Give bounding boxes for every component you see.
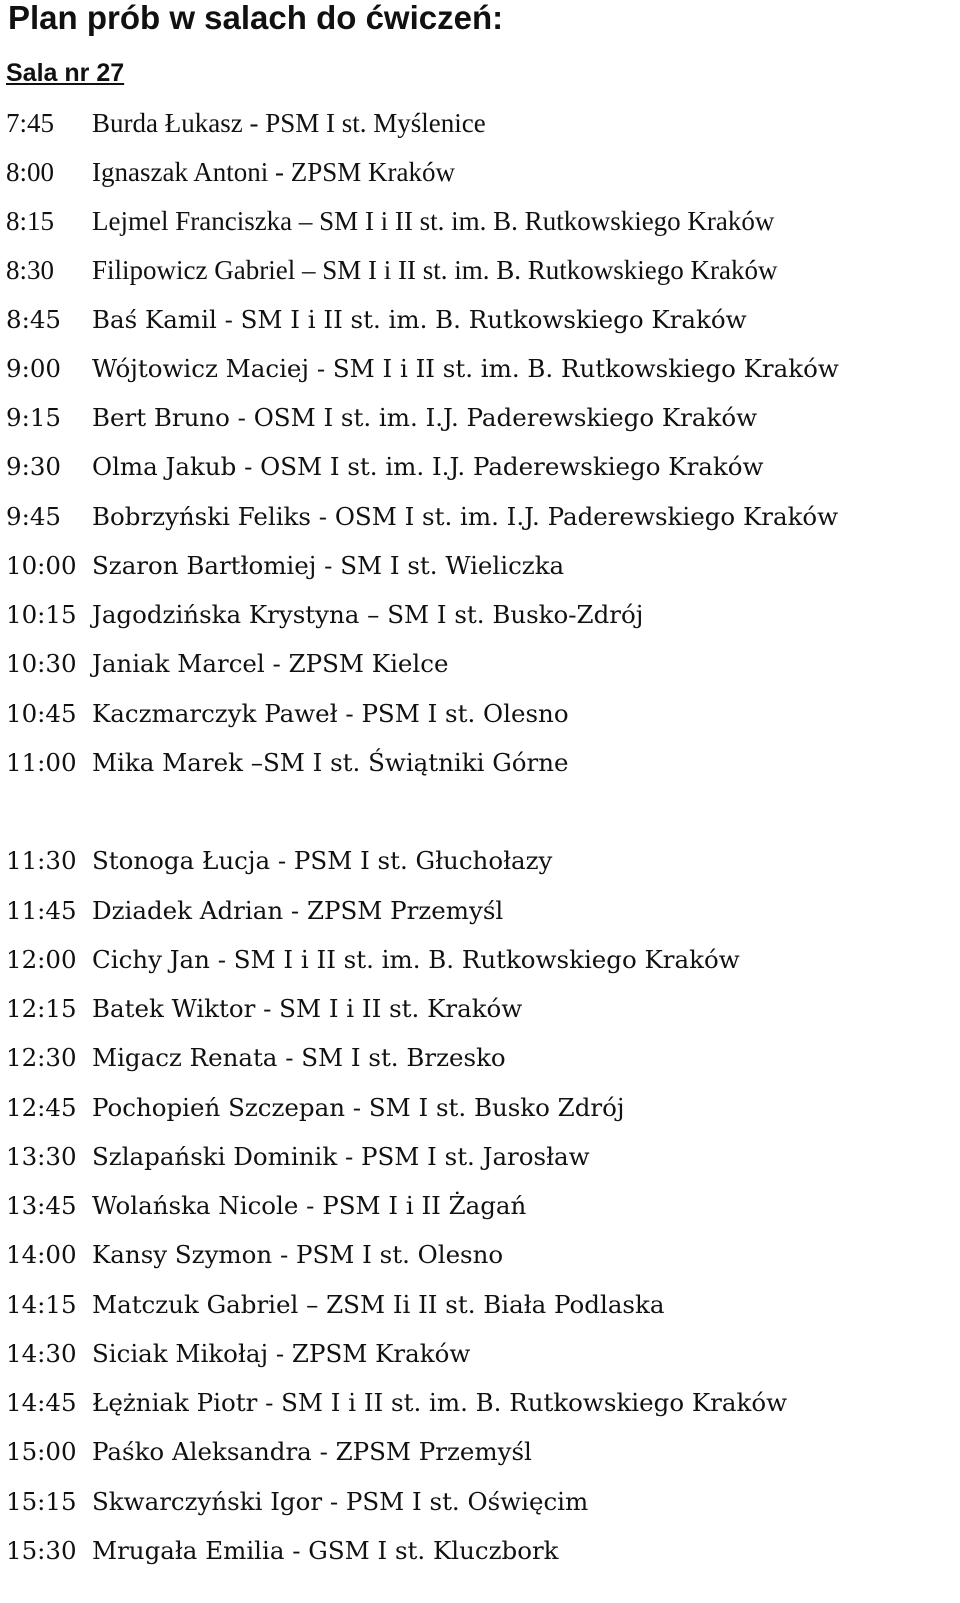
row-text: Lejmel Franciszka – SM I i II st. im. B. Rutkowskiego Kraków — [92, 206, 775, 236]
row-text: Pochopień Szczepan - SM I st. Busko Zdrój — [92, 1093, 625, 1122]
row-text: Burda Łukasz - PSM I st. Myślenice — [92, 108, 486, 138]
schedule-row — [6, 942, 740, 978]
schedule-row — [6, 646, 448, 682]
row-text: Paśko Aleksandra - ZPSM Przemyśl — [92, 1437, 532, 1466]
schedule-row — [6, 400, 757, 436]
row-text: Szaron Bartłomiej - SM I st. Wieliczka — [92, 551, 565, 580]
schedule-row — [6, 105, 486, 141]
schedule-row — [6, 252, 777, 288]
row-time: 14:30 — [6, 1339, 77, 1368]
row-text: Szlapański Dominik - PSM I st. Jarosław — [92, 1142, 590, 1171]
row-time: 12:45 — [6, 1093, 77, 1122]
row-text: Migacz Renata - SM I st. Brzesko — [92, 1043, 506, 1072]
row-text: Ignaszak Antoni - ZPSM Kraków — [92, 157, 455, 187]
row-time: 9:00 — [6, 354, 62, 383]
row-text: Siciak Mikołaj - ZPSM Kraków — [92, 1339, 471, 1368]
row-time: 14:15 — [6, 1290, 77, 1319]
schedule-row — [6, 1533, 559, 1569]
row-time: 10:45 — [6, 699, 77, 728]
schedule-row — [6, 1040, 506, 1076]
row-text: Dziadek Adrian - ZPSM Przemyśl — [92, 896, 504, 925]
row-text: Kansy Szymon - PSM I st. Olesno — [92, 1240, 504, 1269]
schedule-row — [6, 843, 552, 879]
row-text: Bobrzyński Feliks - OSM I st. im. I.J. Paderewskiego Kraków — [92, 502, 839, 531]
row-time: 14:00 — [6, 1240, 77, 1269]
row-text: Olma Jakub - OSM I st. im. I.J. Paderewskiego Kraków — [92, 452, 764, 481]
row-text: Łężniak Piotr - SM I i II st. im. B. Rutkowskiego Kraków — [92, 1388, 788, 1417]
row-text: Jagodzińska Krystyna – SM I st. Busko-Zdrój — [92, 600, 644, 629]
row-text: Mika Marek –SM I st. Świątniki Górne — [92, 748, 569, 777]
schedule-row — [6, 893, 503, 929]
row-text: Filipowicz Gabriel – SM I i II st. im. B. Rutkowskiego Kraków — [92, 255, 778, 285]
schedule-row — [6, 1188, 526, 1224]
room-heading: Sala nr 27 — [6, 59, 125, 87]
row-time: 12:30 — [6, 1043, 77, 1072]
schedule-row — [6, 1090, 624, 1126]
row-text: Wolańska Nicole - PSM I i II Żagań — [92, 1191, 527, 1220]
row-time: 8:45 — [6, 305, 62, 334]
row-time: 9:30 — [6, 452, 62, 481]
row-time: 9:15 — [6, 403, 62, 432]
row-time: 12:15 — [6, 994, 77, 1023]
row-time: 13:30 — [6, 1142, 77, 1171]
row-text: Baś Kamil - SM I i II st. im. B. Rutkowskiego Kraków — [92, 305, 747, 334]
row-time: 8:15 — [6, 206, 55, 236]
schedule-row — [6, 302, 747, 338]
row-time: 12:00 — [6, 945, 77, 974]
schedule-row — [6, 203, 774, 239]
schedule-row — [6, 499, 838, 535]
row-time: 8:00 — [6, 157, 55, 187]
row-text: Batek Wiktor - SM I i II st. Kraków — [92, 994, 523, 1023]
schedule-row — [6, 1139, 590, 1175]
row-text: Bert Bruno - OSM I st. im. I.J. Paderewskiego Kraków — [92, 403, 758, 432]
schedule-row — [6, 597, 643, 633]
row-time: 15:00 — [6, 1437, 77, 1466]
row-time: 9:45 — [6, 502, 62, 531]
row-text: Skwarczyński Igor - PSM I st. Oświęcim — [92, 1487, 589, 1516]
row-time: 15:30 — [6, 1536, 77, 1565]
row-time: 10:15 — [6, 600, 77, 629]
schedule-row — [6, 449, 763, 485]
schedule-row — [6, 1434, 532, 1470]
schedule-row — [6, 548, 564, 584]
row-text: Janiak Marcel - ZPSM Kielce — [92, 649, 449, 678]
row-time: 10:30 — [6, 649, 77, 678]
row-time: 11:00 — [6, 748, 77, 777]
row-text: Cichy Jan - SM I i II st. im. B. Rutkowskiego Kraków — [92, 945, 740, 974]
schedule-row — [6, 696, 569, 732]
row-text: Wójtowicz Maciej - SM I i II st. im. B. Rutkowskiego Kraków — [92, 354, 839, 383]
row-time: 14:45 — [6, 1388, 77, 1417]
row-time: 13:45 — [6, 1191, 77, 1220]
schedule-row — [6, 1484, 588, 1520]
row-text: Mrugała Emilia - GSM I st. Kluczbork — [92, 1536, 559, 1565]
row-text: Stonoga Łucja - PSM I st. Głuchołazy — [92, 846, 553, 875]
row-text: Matczuk Gabriel – ZSM Ii II st. Biała Podlaska — [92, 1290, 665, 1319]
row-text: Kaczmarczyk Paweł - PSM I st. Olesno — [92, 699, 569, 728]
schedule-row — [6, 351, 839, 387]
schedule-row — [6, 1237, 503, 1273]
schedule-row — [6, 154, 455, 190]
row-time: 11:45 — [6, 896, 77, 925]
schedule-row — [6, 1336, 470, 1372]
row-time: 7:45 — [6, 108, 55, 138]
row-time: 15:15 — [6, 1487, 77, 1516]
schedule-row — [6, 991, 522, 1027]
row-time: 8:30 — [6, 255, 55, 285]
schedule-row — [6, 745, 569, 781]
row-time: 10:00 — [6, 551, 77, 580]
schedule-row — [6, 1385, 787, 1421]
row-time: 11:30 — [6, 846, 77, 875]
schedule-row — [6, 1287, 664, 1323]
page-title: Plan prób w salach do ćwiczeń: — [8, 0, 504, 36]
